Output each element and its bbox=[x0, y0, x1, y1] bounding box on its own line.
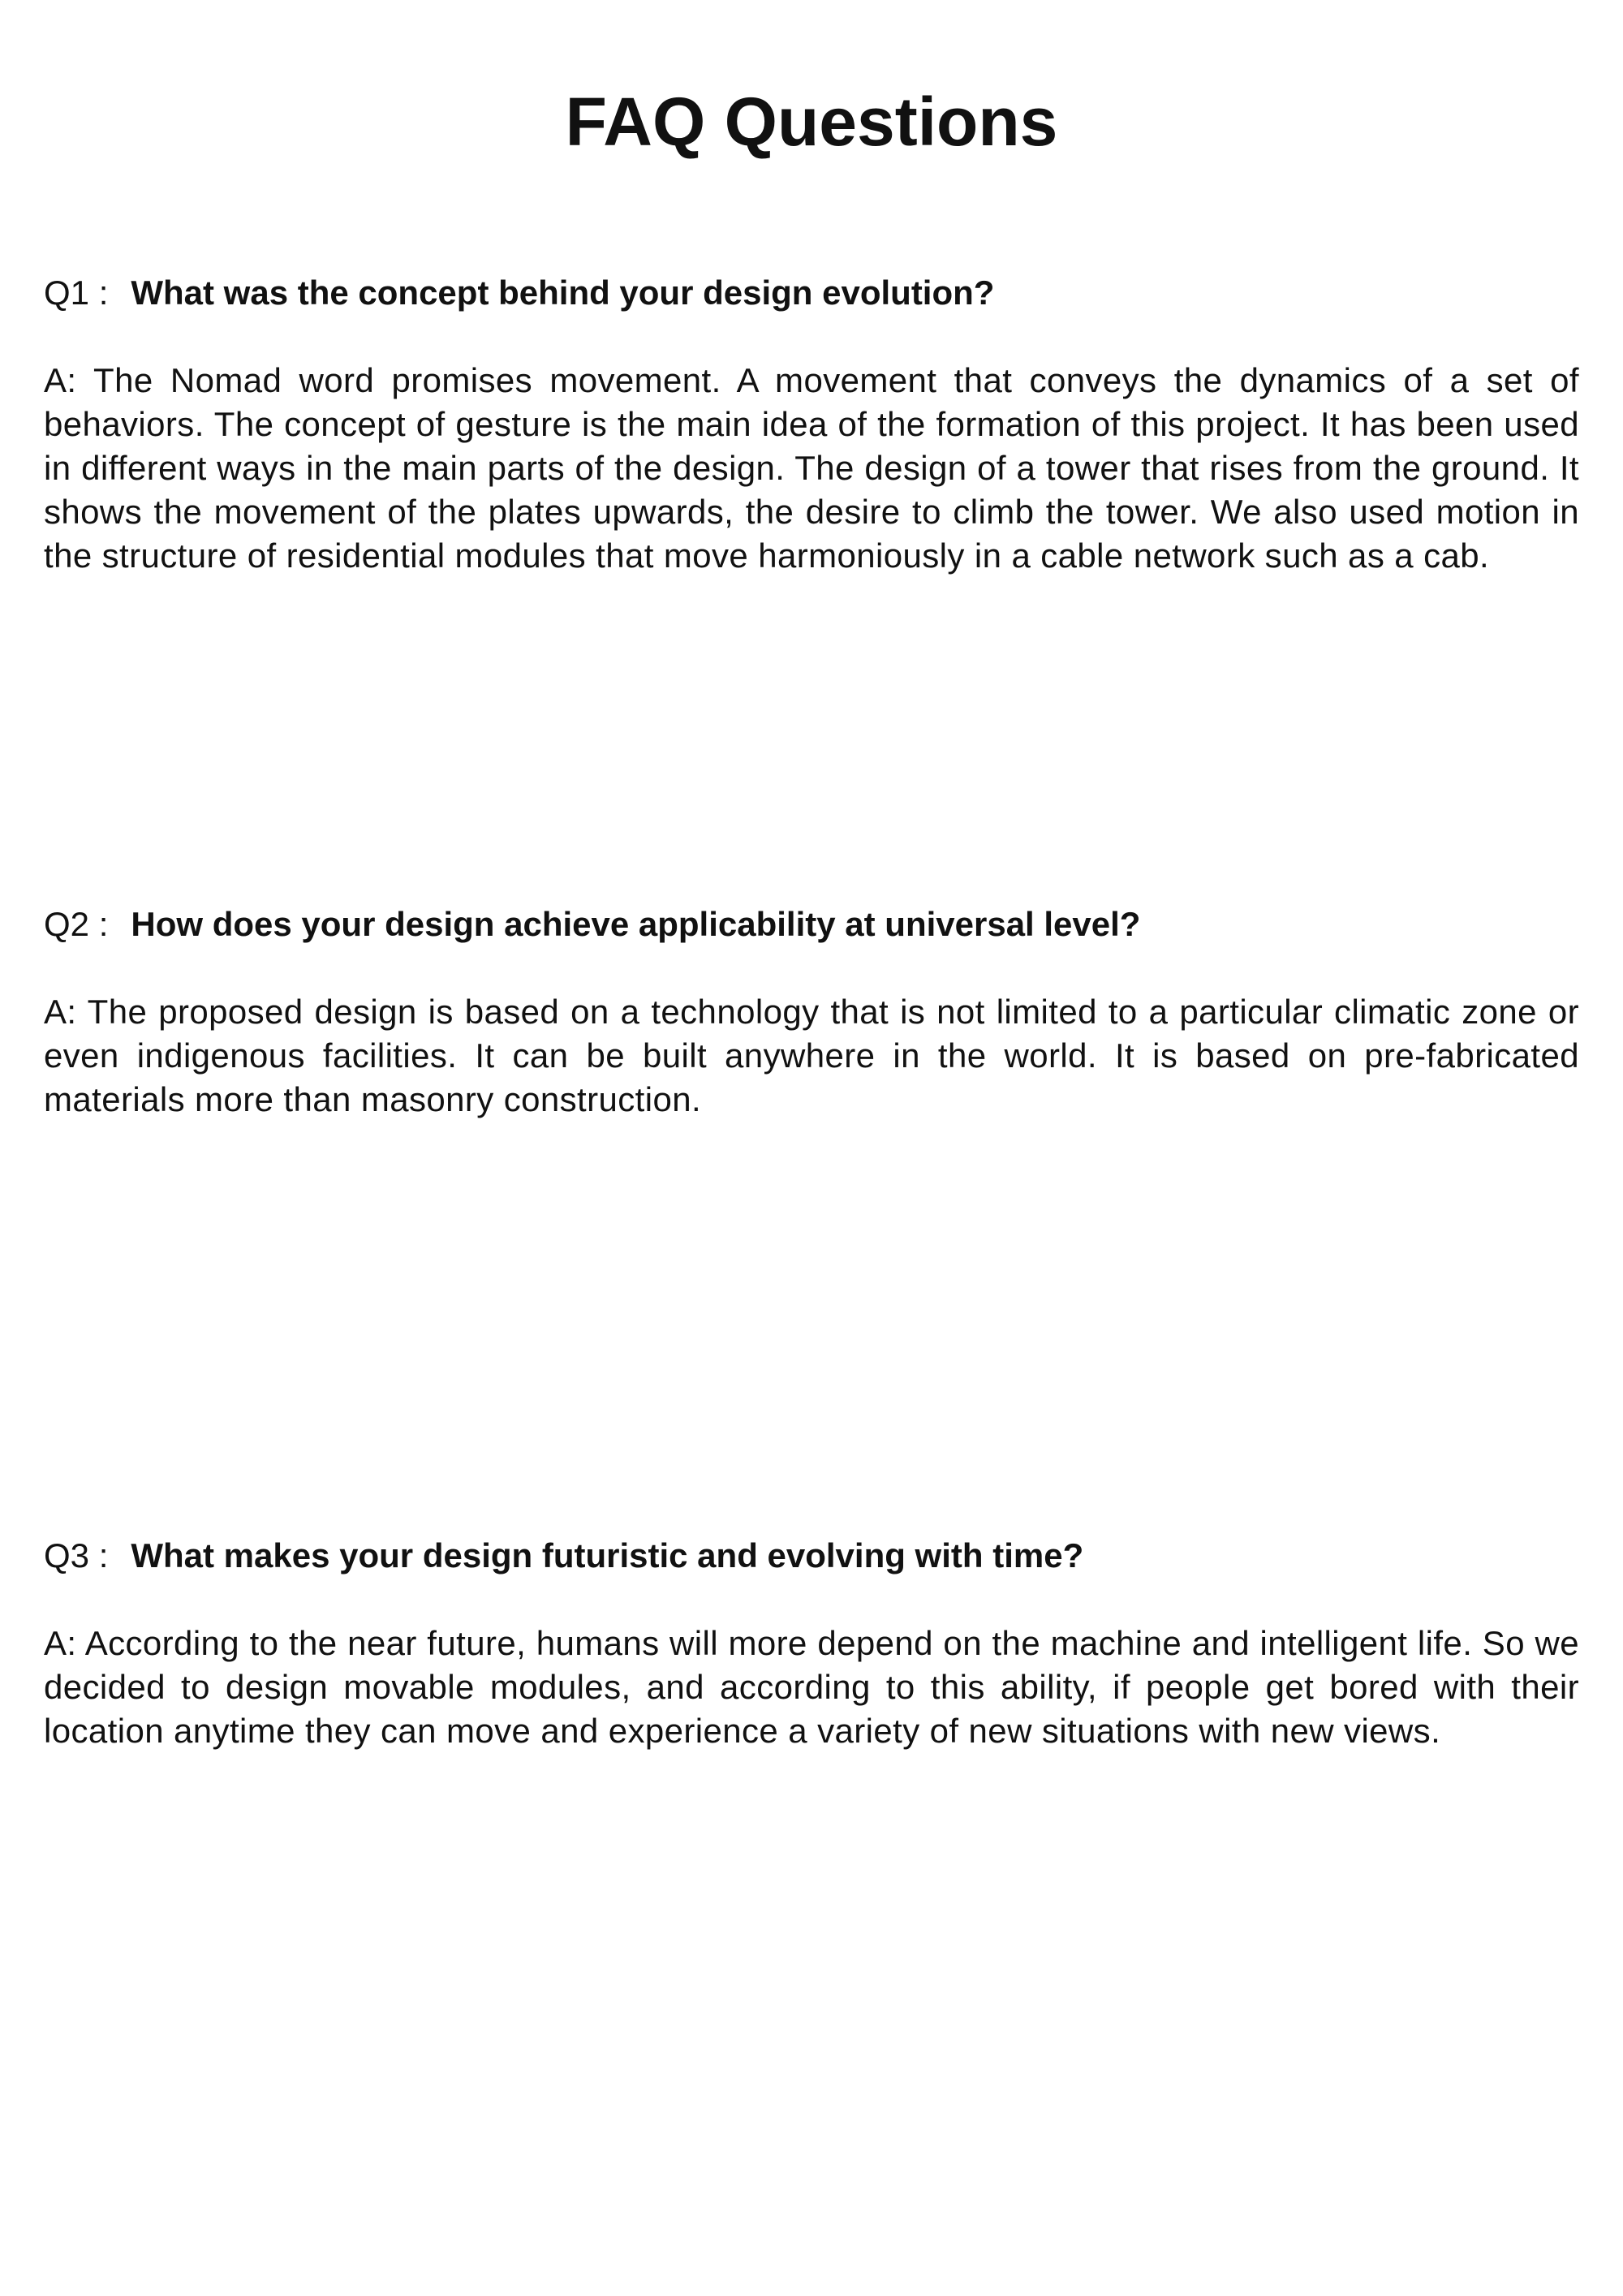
faq-question-text: How does your design achieve applicability at universal level? bbox=[131, 905, 1141, 943]
faq-item-1 bbox=[44, 271, 1579, 578]
faq-item-2 bbox=[44, 902, 1579, 1122]
faq-question-1 bbox=[44, 271, 1579, 315]
faq-question-number: Q3 : bbox=[44, 1536, 109, 1574]
faq-answer-1: A: The Nomad word promises movement. A movement that conveys the dynamics of a set of behaviors. The concept of gesture is the main idea of the formation of this project. It has been used in different ways in the main parts of the design. The design of a tower that rises from the ground. It shows the movement of the plates upwards, the desire to climb the tower. We also used motion in the structure of residential modules that move harmoniously in a cable network such as a cab. bbox=[44, 361, 1579, 575]
faq-question-3 bbox=[44, 1534, 1579, 1578]
faq-question-number: Q1 : bbox=[44, 274, 109, 312]
faq-question-text: What makes your design futuristic and evolving with time? bbox=[131, 1536, 1084, 1574]
faq-question-2 bbox=[44, 902, 1579, 946]
faq-answer-3: A: According to the near future, humans will more depend on the machine and intelligent life. So we decided to design movable modules, and according to this ability, if people get bored with their location anytime they can move and experience a variety of new situations with new views. bbox=[44, 1624, 1579, 1750]
faq-question-text: What was the concept behind your design evolution? bbox=[131, 274, 995, 312]
faq-answer-2: A: The proposed design is based on a technology that is not limited to a particular climatic zone or even indigenous facilities. It can be built anywhere in the world. It is based on pre-fabricated materials more than masonry construction. bbox=[44, 993, 1579, 1118]
faq-item-3 bbox=[44, 1534, 1579, 1753]
page-title: FAQ Questions bbox=[565, 84, 1058, 160]
faq-question-number: Q2 : bbox=[44, 905, 109, 943]
